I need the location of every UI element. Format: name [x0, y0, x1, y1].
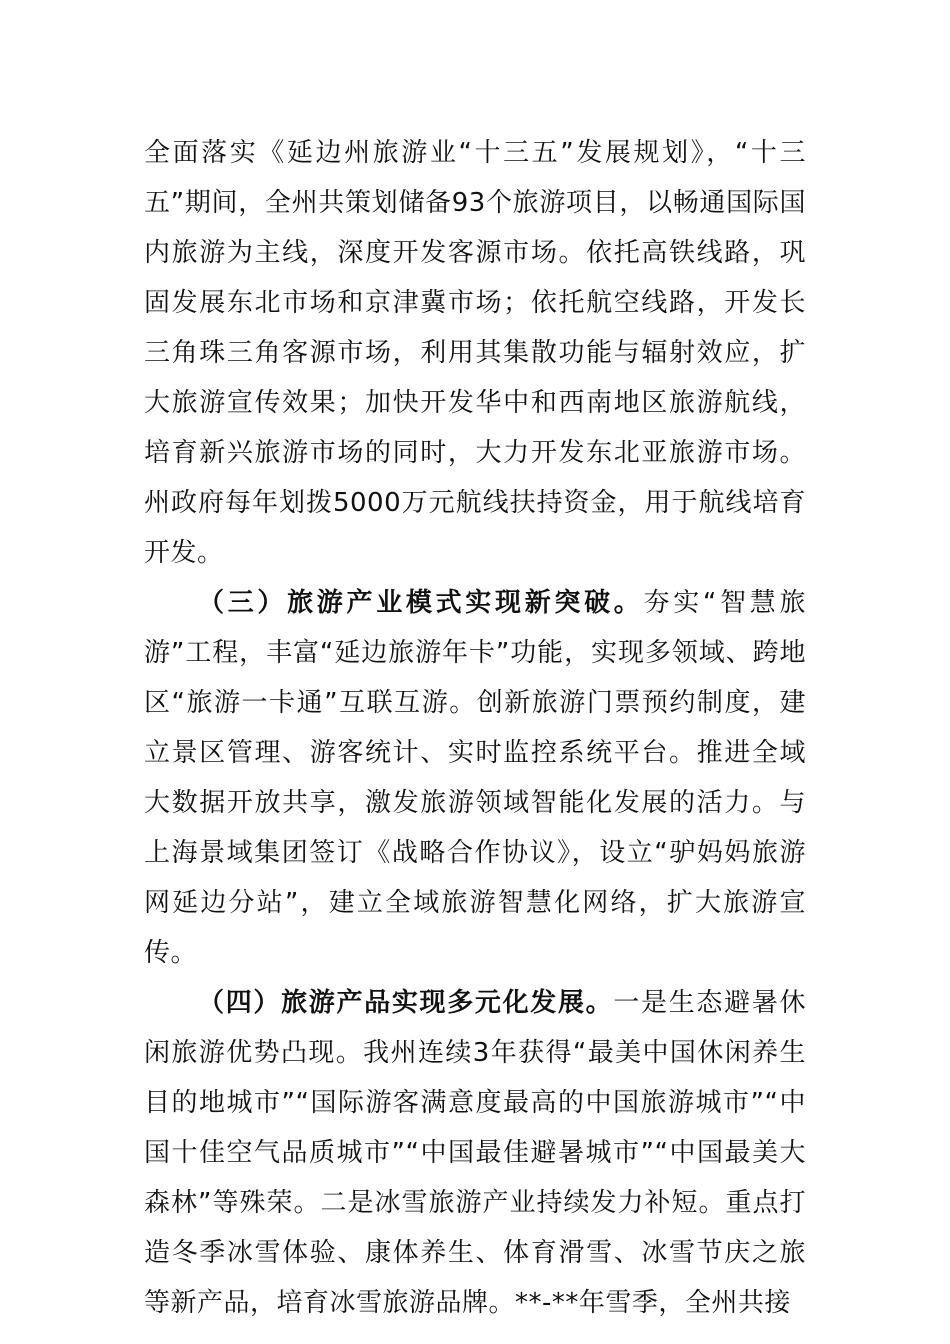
paragraph-tourism-model [144, 578, 806, 978]
document-page [144, 128, 806, 1328]
paragraph-body: 夯实“智慧旅游”工程，丰富“延边旅游年卡”功能，实现多领域、跨地区“旅游一卡通”互联互游。创新旅游门票预约制度，建立景区管理、游客统计、实时监控系统平台。推进全域大数据开放共享，激发旅游领域智能化发展的活力。与上海景域集团签订《战略合作协议》，设立“驴妈妈旅游网延边分站”，建立全域旅游智慧化网络，扩大旅游宣传。 [144, 588, 806, 968]
paragraph-tourism-products [144, 978, 806, 1328]
paragraph-body: 全面落实《延边州旅游业“十三五”发展规划》，“十三五”期间，全州共策划储备93个旅游项目，以畅通国际国内旅游为主线，深度开发客源市场。依托高铁线路，巩固发展东北市场和京津冀市场；依托航空线路，开发长三角珠三角客源市场，利用其集散功能与辐射效应，扩大旅游宣传效果；加快开发华中和西南地区旅游航线，培育新兴旅游市场的同时，大力开发东北亚旅游市场。州政府每年划拨5000万元航线扶持资金，用于航线培育开发。 [144, 138, 806, 568]
section-heading-3: （三）旅游产业模式实现新突破。 [198, 588, 644, 618]
paragraph-body: 一是生态避暑休闲旅游优势凸现。我州连续3年获得“最美中国休闲养生目的地城市”“国际游客满意度最高的中国旅游城市”“中国十佳空气品质城市”“中国最佳避暑城市”“中国最美大森林”等殊荣。二是冰雪旅游产业持续发力补短。重点打造冬季冰雪体验、康体养生、体育滑雪、冰雪节庆之旅等新产品，培育冰雪旅游品牌。**-**年雪季，全州共接 [144, 988, 806, 1318]
section-heading-4: （四）旅游产品实现多元化发展。 [198, 988, 614, 1018]
paragraph-travel-market [144, 128, 806, 578]
